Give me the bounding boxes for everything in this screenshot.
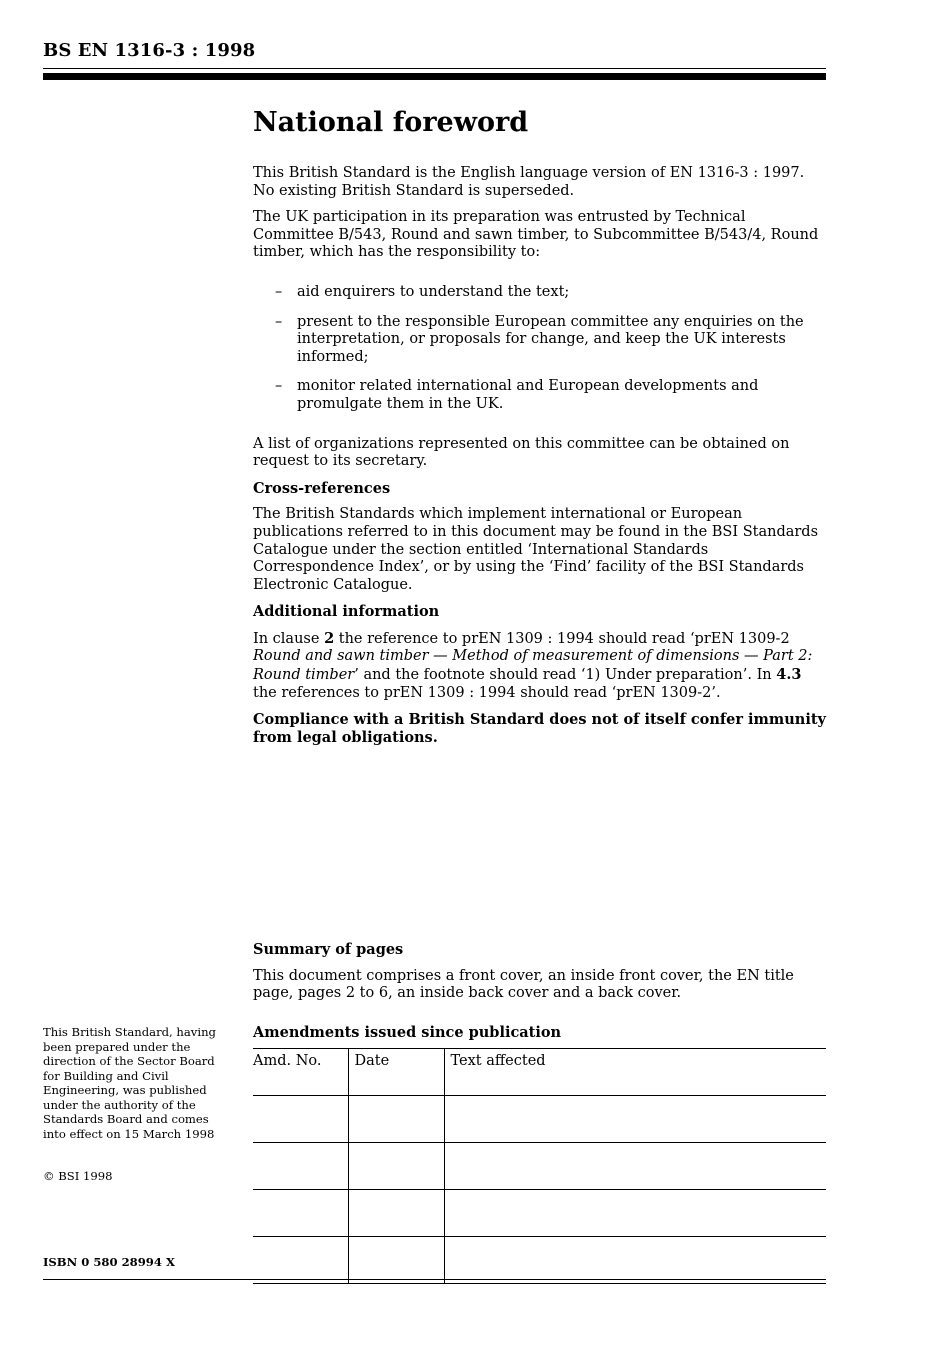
additional-information-paragraph — [253, 630, 829, 702]
table-cell — [444, 1143, 826, 1190]
table-cell — [253, 1190, 348, 1237]
additional-information-heading: Additional information — [253, 603, 440, 621]
amendments-table — [253, 1048, 826, 1284]
copyright-notice: © BSI 1998 — [43, 1169, 113, 1183]
text-run: In clause — [253, 630, 325, 647]
table-row — [253, 1237, 826, 1284]
isbn-number: ISBN 0 580 28994 X — [43, 1255, 175, 1269]
column-header-date: Date — [348, 1049, 444, 1096]
text-run: ’ and the footnote should read ‘1) Under preparation’. In — [354, 667, 777, 684]
list-item — [253, 284, 829, 302]
amendments-heading: Amendments issued since publication — [253, 1024, 562, 1041]
clause-ref: 2 — [324, 629, 335, 647]
footer-rule — [43, 1279, 826, 1280]
list-dash: – — [275, 283, 283, 300]
responsibility-list — [253, 284, 829, 414]
list-dash: – — [275, 313, 283, 330]
summary-heading: Summary of pages — [253, 941, 404, 958]
cross-references-heading: Cross-references — [253, 479, 391, 497]
page-title: National foreword — [253, 107, 529, 138]
table-cell — [253, 1237, 348, 1284]
list-item-text: aid enquirers to understand the text; — [297, 283, 570, 300]
column-header-text-affected: Text affected — [444, 1049, 826, 1096]
table-cell — [444, 1096, 826, 1143]
publication-title: Round and sawn timber — Method of measurement of dimensions — Part 2: Round timber — [253, 648, 813, 684]
text-run: the reference to prEN 1309 : 1994 should read ‘prEN 1309-2 — [334, 630, 790, 647]
header-rule-thin — [43, 68, 826, 69]
table-header-row — [253, 1049, 826, 1096]
list-item-text: monitor related international and European developments and promulgate them in the UK. — [297, 378, 759, 412]
table-cell — [348, 1190, 444, 1237]
table-cell — [444, 1190, 826, 1237]
national-foreword-section — [253, 106, 829, 755]
compliance-statement: Compliance with a British Standard does not of itself confer immunity from legal obligations. — [253, 711, 826, 746]
cross-references-paragraph: The British Standards which implement international or European publications referred to in this document may be found in the BSI Standards Catalogue under the section entitled ‘International Standards Correspondence Index’, or by using the ‘Find’ facility of the BSI Standards Electronic Catalogue. — [253, 506, 819, 593]
table-row — [253, 1143, 826, 1190]
table-cell — [348, 1096, 444, 1143]
table-cell — [253, 1143, 348, 1190]
list-item-text: present to the responsible European committee any enquiries on the interpretation, or proposals for change, and keep the UK interests informed; — [297, 313, 804, 365]
table-cell — [444, 1237, 826, 1284]
list-item — [253, 378, 829, 413]
table-cell — [348, 1143, 444, 1190]
column-header-amd-no: Amd. No. — [253, 1049, 348, 1096]
list-item — [253, 314, 829, 367]
header-rule-thick — [43, 73, 826, 80]
participation-paragraph: The UK participation in its preparation was entrusted by Technical Committee B/543, Round and sawn timber, to Subcommittee B/543/4, Round timber, which has the responsibility to: — [253, 209, 819, 261]
document-id-header: BS EN 1316-3 : 1998 — [43, 40, 256, 61]
intro-paragraph: This British Standard is the English language version of EN 1316-3 : 1997. No existing British Standard is superseded. — [253, 165, 805, 199]
summary-of-pages-section — [253, 941, 829, 1003]
table-row — [253, 1190, 826, 1237]
summary-text: This document comprises a front cover, an inside front cover, the EN title page, pages 2 to 6, an inside back cover and a back cover. — [253, 967, 794, 1002]
list-dash: – — [275, 378, 283, 395]
text-run: the references to prEN 1309 : 1994 should read ‘prEN 1309-2’. — [253, 684, 721, 701]
table-row — [253, 1096, 826, 1143]
organizations-paragraph: A list of organizations represented on this committee can be obtained on request to its secretary. — [253, 435, 790, 470]
clause-ref: 4.3 — [776, 666, 802, 684]
table-cell — [253, 1096, 348, 1143]
publication-note: This British Standard, having been prepared under the direction of the Sector Board for Building and Civil Engineering, was published under the authority of the Standards Board and comes into effect on 15 March 1998 — [43, 1025, 216, 1141]
table-cell — [348, 1237, 444, 1284]
